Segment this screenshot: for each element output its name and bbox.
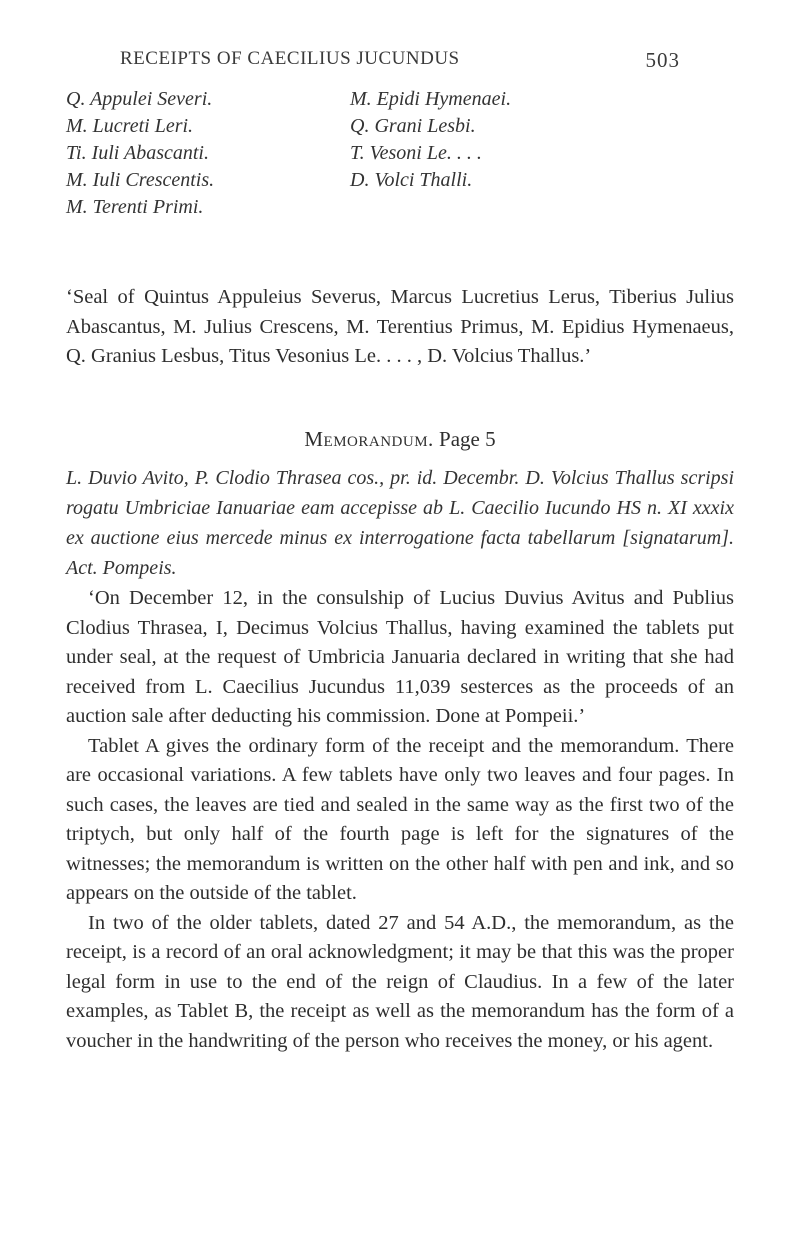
signature-line: M. Lucreti Leri. xyxy=(66,115,194,137)
paragraph-older-tablets: In two of the older tablets, dated 27 and 54 A.D., the memorandum, as the receipt, is a record of an oral acknowledgment; it may be that this was the proper legal form in use to the end of the reign of Claudius. In a few of the later examples, as Tablet B, the receipt as well as the memorandum has the form of a voucher in the handwriting of the person who receives the money, or his agent. xyxy=(66,911,734,1052)
signatures-right-column xyxy=(350,86,511,194)
paragraph-tablet-a: Tablet A gives the ordinary form of the receipt and the memorandum. There are occasional variations. A few tablets have only two leaves and four pages. In such cases, the leaves are tied and sealed in the same way as the first two of the triptych, but only half of the fourth page is left for the signatures of the witnesses; the memorandum is written on the other half with pen and ink, and so appears on the outside of the tablet. xyxy=(66,734,734,904)
latin-text-bracketed: [signatarum] xyxy=(622,527,729,549)
page-number: 503 xyxy=(645,48,680,72)
signature-line: Ti. Iuli Abascanti. xyxy=(66,142,209,164)
memorandum-latin-text xyxy=(66,463,734,583)
memorandum-page-ref: Page 5 xyxy=(439,427,496,451)
signature-line: Q. Appulei Severi. xyxy=(66,88,213,110)
memorandum-heading xyxy=(0,427,800,452)
seal-translation xyxy=(66,283,734,372)
signature-line: Q. Grani Lesbi. xyxy=(350,115,476,137)
signature-line: M. Terenti Primi. xyxy=(66,196,204,218)
signature-line: M. Iuli Crescentis. xyxy=(66,169,215,191)
signature-line: D. Volci Thalli. xyxy=(350,169,473,191)
memorandum-label: Memorandum. xyxy=(304,427,434,451)
signature-line: M. Epidi Hymenaei. xyxy=(350,88,512,110)
running-title: RECEIPTS OF CAECILIUS JUCUNDUS xyxy=(120,48,460,69)
seal-translation-text: ‘Seal of Quintus Appuleius Severus, Marcus Lucretius Lerus, Tiberius Julius Abascantus, M. Julius Crescens, M. Terentius Primus, M. Epidius Hymenaeus, Q. Granius Lesbus, Titus Vesonius Le. . . . , D. Volcius Thallus.’ xyxy=(66,286,734,367)
latin-text-main: L. Duvio Avito, P. Clodio Thrasea cos., pr. id. Decembr. D. Volcius Thallus scripsi rogatu Umbriciae Ianuariae eam accepisse ab L. Caecilio Iucundo HS n. XI xxxix ex auctione eius mercede minus ex interrogatione facta tabellarum xyxy=(66,467,734,549)
signatures-left-column xyxy=(66,86,214,221)
paragraph-translation: ‘On December 12, in the consulship of Lucius Duvius Avitus and Publius Clodius Thrasea, I, Decimus Volcius Thallus, having examined the tablets put under seal, at the request of Umbricia Januaria declared in writing that she had received from L. Caecilius Jucundus 11,039 sesterces as the proceeds of an auction sale after deducting his commission. Done at Pompeii.’ xyxy=(66,587,734,727)
signature-line: T. Vesoni Le. . . . xyxy=(350,142,482,164)
latin-text-end: . Act. Pompeis. xyxy=(66,527,734,579)
body-text xyxy=(66,584,734,1056)
